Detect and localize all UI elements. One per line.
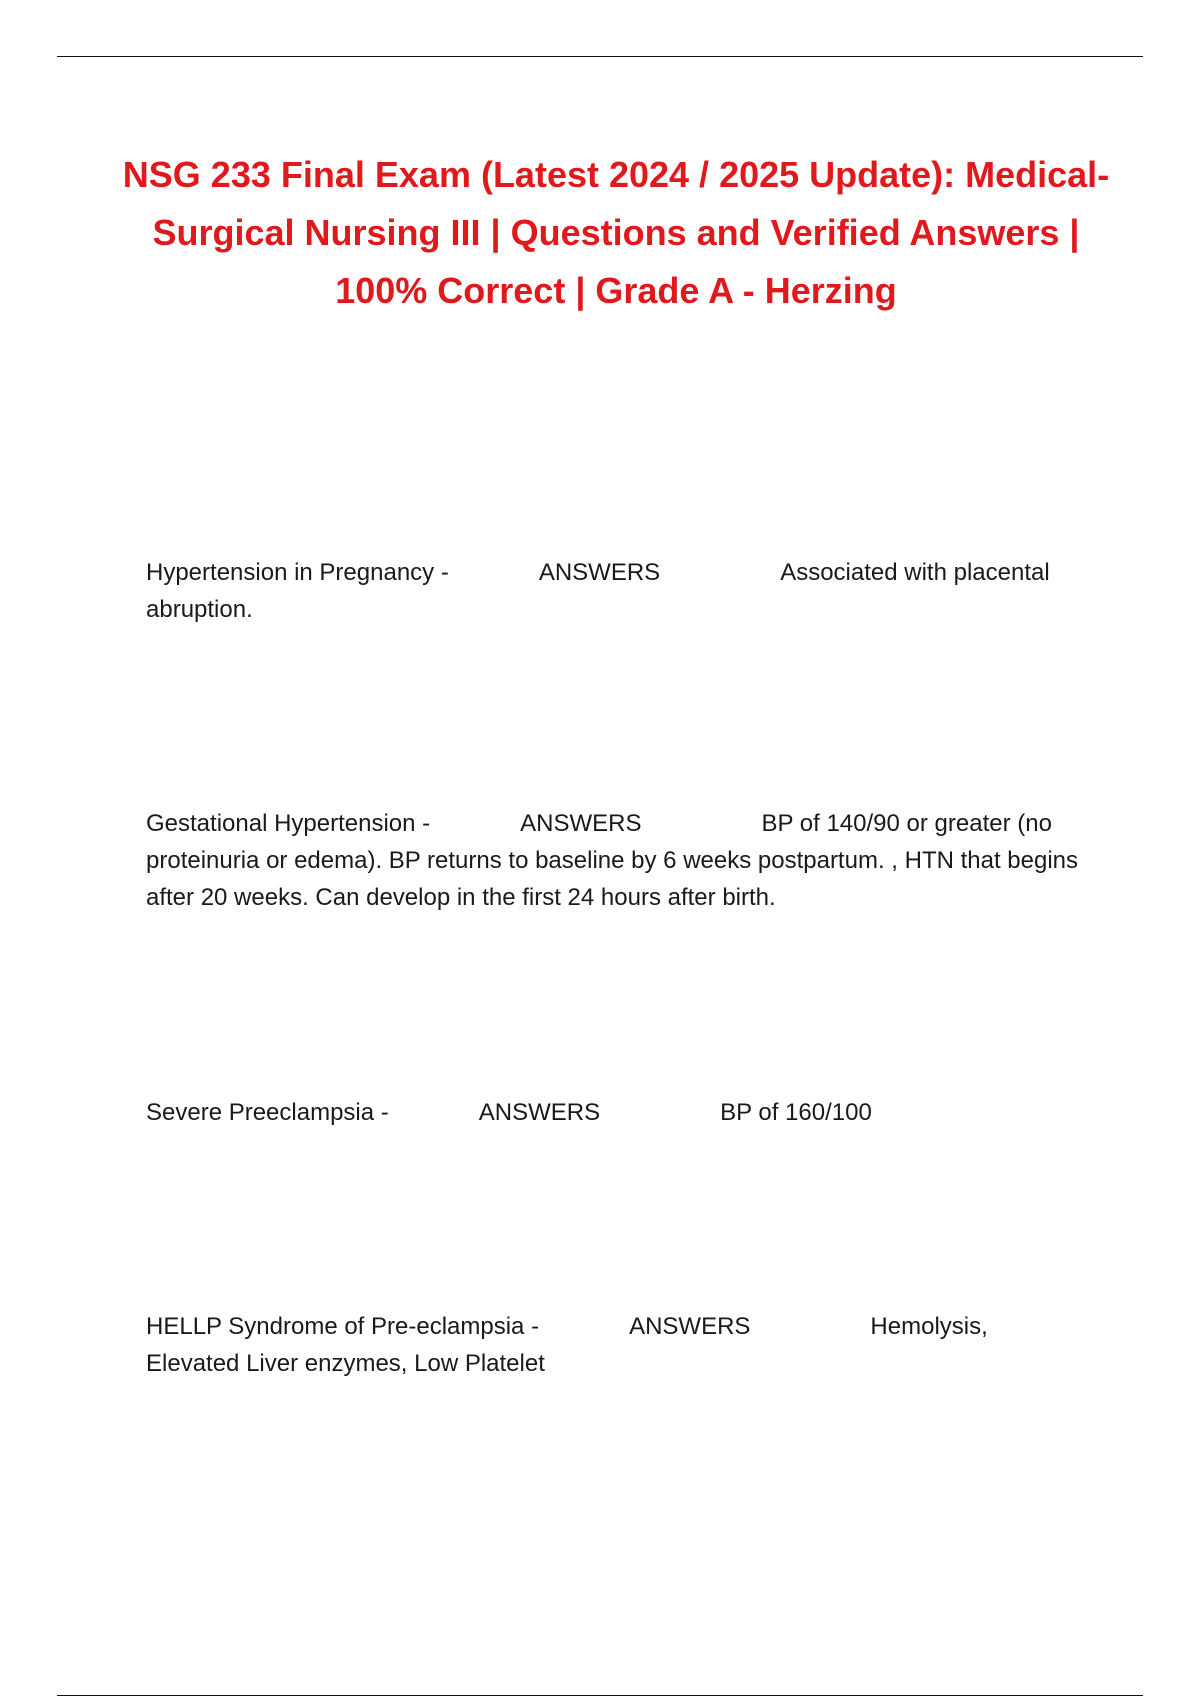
qa-item-severe-preeclampsia bbox=[146, 1094, 1086, 1131]
top-divider bbox=[57, 56, 1143, 57]
qa-item-hellp-syndrome bbox=[146, 1308, 1086, 1382]
question-text: Gestational Hypertension - bbox=[146, 810, 431, 837]
answer-label: ANSWERS bbox=[629, 1313, 751, 1340]
qa-item-gestational-hypertension bbox=[146, 805, 1086, 916]
answer-label: ANSWERS bbox=[538, 559, 661, 586]
answer-text: Hemolysis, Elevated Liver enzymes, Low Platelet bbox=[146, 1313, 988, 1377]
answer-label: ANSWERS bbox=[520, 810, 642, 837]
question-text: Severe Preeclampsia - bbox=[146, 1099, 389, 1126]
document-title: NSG 233 Final Exam (Latest 2024 / 2025 Update): Medical-Surgical Nursing III | Questions and Verified Answers | 100% Correct | Grade A - Herzing bbox=[122, 154, 1110, 311]
question-text: HELLP Syndrome of Pre-eclampsia - bbox=[146, 1313, 540, 1340]
qa-item-hypertension-in-pregnancy bbox=[146, 554, 1086, 628]
bottom-divider bbox=[57, 1695, 1143, 1696]
answer-label: ANSWERS bbox=[478, 1099, 601, 1126]
answer-text: Associated with placental abruption. bbox=[146, 559, 1050, 623]
answer-text: BP of 140/90 or greater (no proteinuria or edema). BP returns to baseline by 6 weeks postpartum. , HTN that begins after 20 weeks. Can develop in the first 24 hours after birth. bbox=[146, 810, 1079, 911]
question-text: Hypertension in Pregnancy - bbox=[146, 559, 449, 586]
answer-text: BP of 160/100 bbox=[720, 1099, 872, 1126]
